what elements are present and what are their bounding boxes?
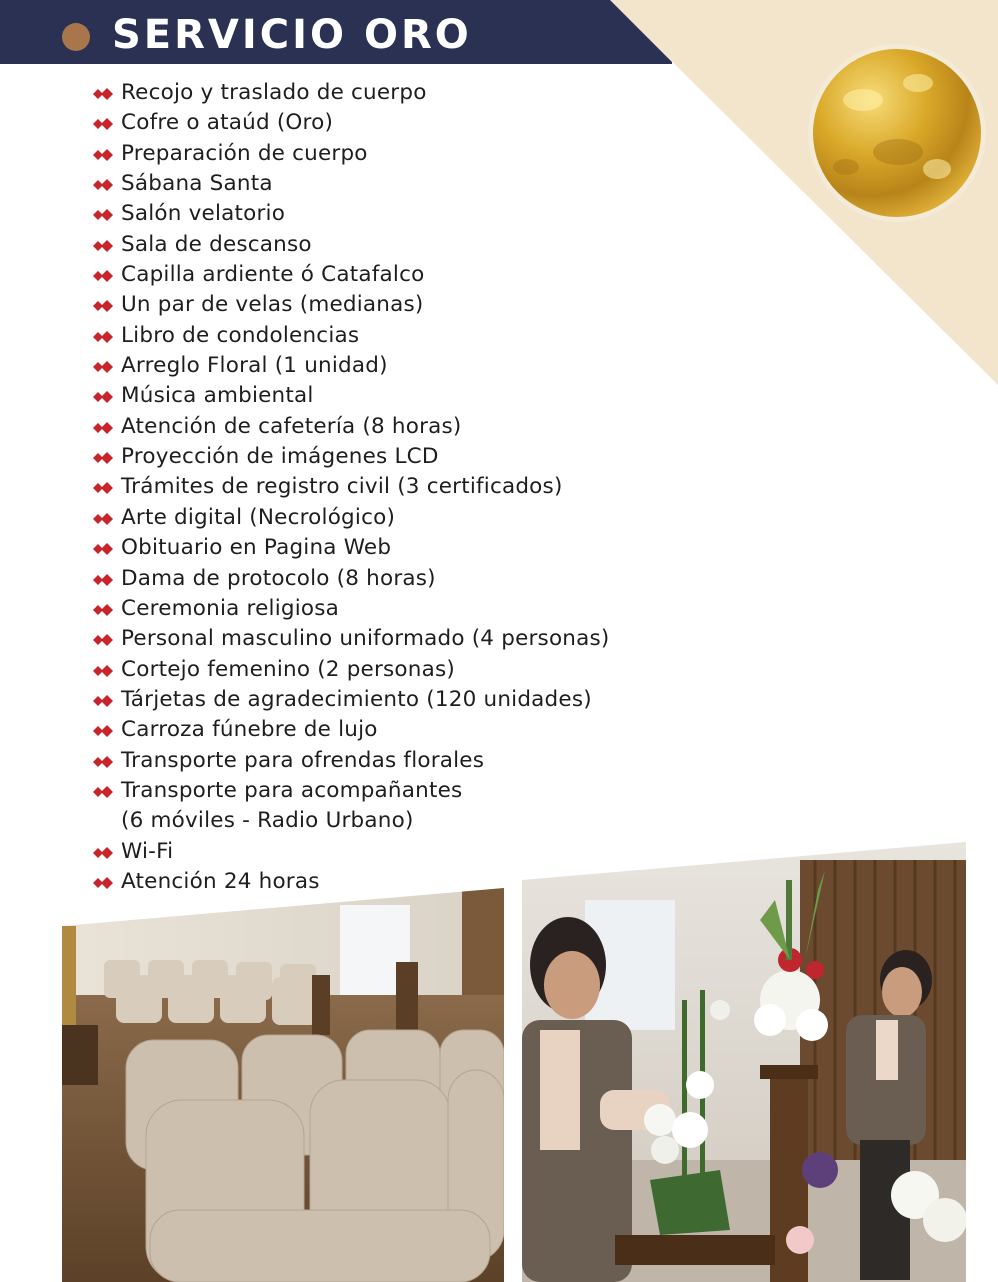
service-item-label: Proyección de imágenes LCD xyxy=(121,444,439,470)
service-item-label: Sábana Santa xyxy=(121,171,273,197)
staff-flowers-photo xyxy=(522,840,967,1282)
service-item-label: Arreglo Floral (1 unidad) xyxy=(121,353,388,379)
service-item-label: Obituario en Pagina Web xyxy=(121,535,392,561)
service-item-label: Dama de protocolo (8 horas) xyxy=(121,565,436,591)
service-item-label: Recojo y traslado de cuerpo xyxy=(121,80,427,105)
service-item-label: Atención 24 horas xyxy=(121,868,320,894)
service-item-label: Música ambiental xyxy=(121,383,314,409)
service-item-label: Tárjetas de agradecimiento (120 unidades) xyxy=(121,686,592,712)
service-item-label: Transporte para acompañantes xyxy=(121,777,463,803)
page-title: SERVICIO ORO xyxy=(112,12,472,58)
service-item-label: Un par de velas (medianas) xyxy=(121,292,424,318)
service-item-label: Cofre o ataúd (Oro) xyxy=(121,110,334,136)
service-item-label: Wi-Fi xyxy=(121,838,174,864)
service-item-label: Preparación de cuerpo xyxy=(121,140,368,166)
service-item-label: Capilla ardiente ó Catafalco xyxy=(121,262,425,288)
lounge-photo xyxy=(62,880,504,1282)
service-item-label: Arte digital (Necrológico) xyxy=(121,504,396,530)
service-item-label: Atención de cafetería (8 horas) xyxy=(121,413,462,439)
service-item-label: Sala de descanso xyxy=(121,231,312,257)
service-item-label: Personal masculino uniformado (4 personas) xyxy=(121,626,610,652)
service-item-label: Cortejo femenino (2 personas) xyxy=(121,656,455,682)
service-item-label: Salón velatorio xyxy=(121,201,286,227)
service-item-label: Ceremonia religiosa xyxy=(121,595,340,621)
service-item-label: Carroza fúnebre de lujo xyxy=(121,717,378,743)
service-item-label: Transporte para ofrendas florales xyxy=(121,747,485,773)
service-item-label: Libro de condolencias xyxy=(121,322,360,348)
service-item-label: (6 móviles - Radio Urbano) xyxy=(121,808,414,834)
service-item-label: Trámites de registro civil (3 certificados) xyxy=(121,474,563,500)
